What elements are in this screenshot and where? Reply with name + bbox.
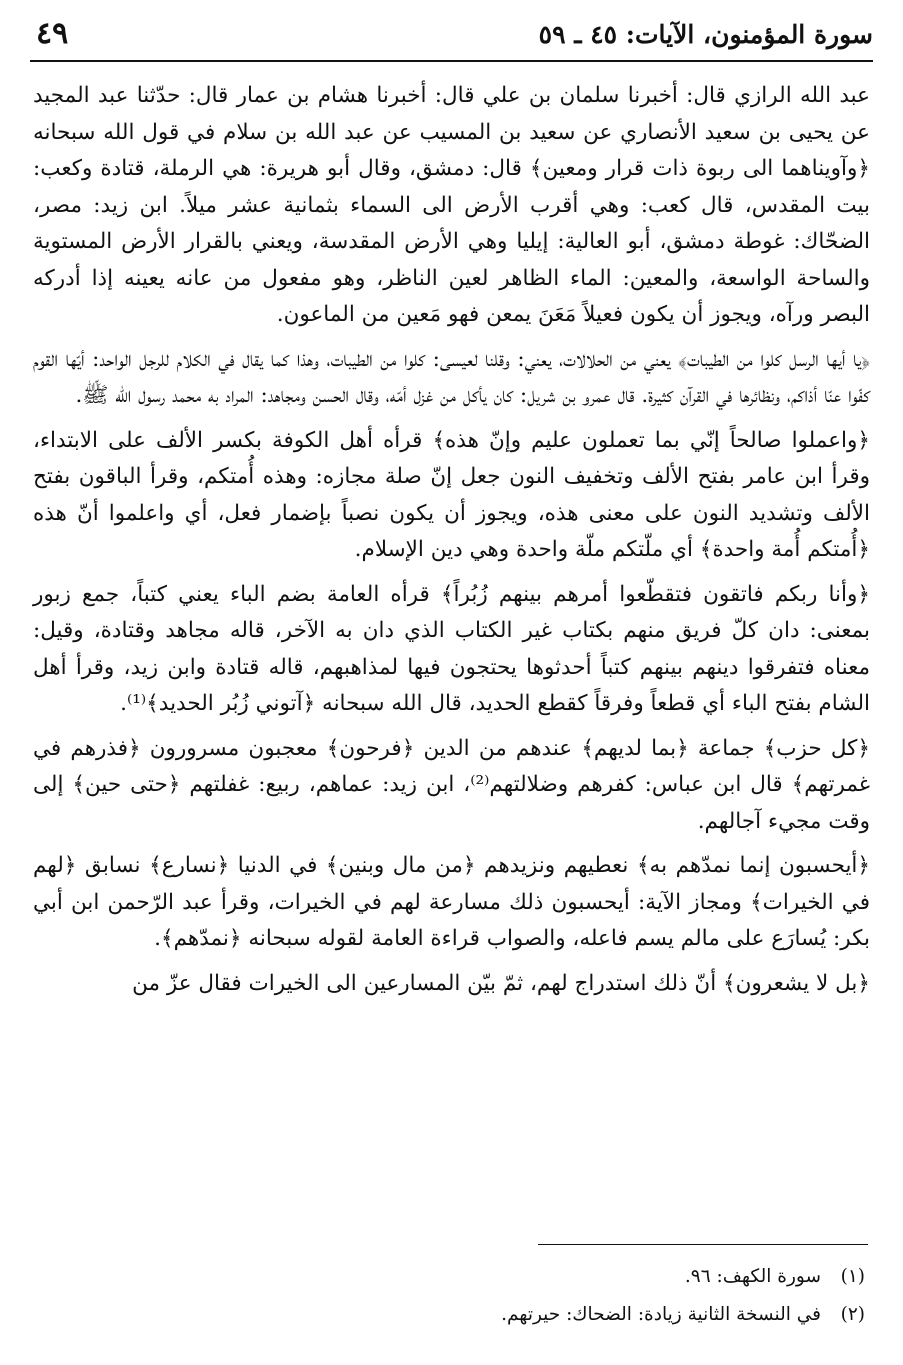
page-header [30,14,873,58]
page-body [33,78,870,1002]
footnote [200,1258,865,1296]
paragraph: ﴿وأنا ربكم فاتقون فتقطّعوا أمرهم بينهم زُبُراً﴾ قرأه العامة بضم الباء يعني كتباً، جمع زبور بمعنى: دان كلّ فريق منهم بكتاب غير الكتاب الذي دان به الآخر، قاله مجاهد وقتادة، وقيل: معناه فتفرقوا دينهم بينهم كتباً أحدثوها يحتجون فيها لمذاهبهم، قاله قتادة وابن زيد، وقرأ أهل الشام بفتح الباء أي قطعاً وفرقاً كقطع الحديد، قال الله سبحانه ﴿آتوني زُبُر الحديد﴾⁽¹⁾. [33,581,870,716]
paragraph: عبد الله الرازي قال: أخبرنا سلمان بن علي قال: أخبرنا هشام بن عمار قال: حدّثنا عبد المجيد عن يحيى بن سعيد الأنصاري عن سعيد بن المسيب عن عبد الله بن سلام في قول الله سبحانه ﴿وآويناهما الى ربوة ذات قرار ومعين﴾ قال: دمشق، وقال أبو هريرة: هي الرملة، قتادة وكعب: بيت المقدس، قال كعب: وهي أقرب الأرض الى السماء بثمانية عشر ميلاً. ابن زيد: مصر، الضحّاك: غوطة دمشق، أبو العالية: إيليا وهي الأرض المقدسة، ويعني بالقرار الأرض المستوية والساحة الواسعة، والمعين: الماء الظاهر لعين الناظر، وهو مفعول من عانه يعينه إذا أدركه البصر ورآه، ويجوز أن يكون فعيلاً مَعَنَ يمعن فهو مَعين من الماعون. [33,83,870,327]
footnote [200,1296,865,1334]
page-number: ٤٩ [36,16,69,51]
footnote-text: سورة الكهف: ٩٦. [684,1266,821,1287]
footnote-text: في النسخة الثانية زيادة: الضحاك: حيرتهم. [501,1304,821,1325]
footnote-number: (١) [840,1266,865,1287]
paragraph: ﴿يا أيها الرسل كلوا من الطيبات﴾ يعني من الحلالات، يعني: وقلنا لعيسى: كلوا من الطيبات، وهذا كما يقال في الكلام للرجل الواحد: أيّها القوم كفّوا عنّا أذاكم، ونظائرها في القرآن كثيرة. قال عمرو بن شريل: كان يأكل من غزل أمّه، وقال الحسن ومجاهد: المراد به محمد رسول الله ﷺ. [33,346,870,408]
paragraph: ﴿كل حزب﴾ جماعة ﴿بما لديهم﴾ عندهم من الدين ﴿فرحون﴾ معجبون مسرورون ﴿فذرهم في غمرتهم﴾ قال ابن عباس: كفرهم وضلالتهم⁽²⁾، ابن زيد: عماهم، ربيع: غفلتهم ﴿حتى حين﴾ إلى وقت مجيء آجالهم. [33,735,870,834]
footnote-number: (٢) [840,1304,865,1325]
footnotes [200,1258,865,1334]
paragraph: ﴿بل لا يشعرون﴾ أنّ ذلك استدراج لهم، ثمّ بيّن المسارعين الى الخيرات فقال عزّ من [132,970,870,996]
paragraph: ﴿أيحسبون إنما نمدّهم به﴾ نعطيهم ونزيدهم ﴿من مال وبنين﴾ في الدنيا ﴿نسارع﴾ نسابق ﴿لهم في الخيرات﴾ ومجاز الآية: أيحسبون ذلك مسارعة لهم في الخيرات، وقرأ عبد الرّحمن ابن أبي بكر: يُسارَع على مالم يسم فاعله، والصواب قراءة العامة لقوله سبحانه ﴿نمدّهم﴾. [33,853,870,951]
page-title: سورة المؤمنون، الآيات: ٤٥ ـ ٥٩ [538,20,873,49]
header-divider [30,60,873,62]
footnote-divider [538,1244,868,1245]
paragraph: ﴿واعملوا صالحاً إنّي بما تعملون عليم وإنّ هذه﴾ قرأه أهل الكوفة بكسر الألف على الابتداء، وقرأ ابن عامر بفتح الألف وتخفيف النون جعل إنّ صلة مجازه: وهذه أُمتكم، وقرأ الباقون بفتح الألف وتشديد النون على معنى هذه، ويجوز أن يكون نصباً بإضمار فعل، أي واعلموا أنّ هذه ﴿أُمتكم أُمة واحدة﴾ أي ملّتكم ملّة واحدة وهي دين الإسلام. [33,427,870,562]
